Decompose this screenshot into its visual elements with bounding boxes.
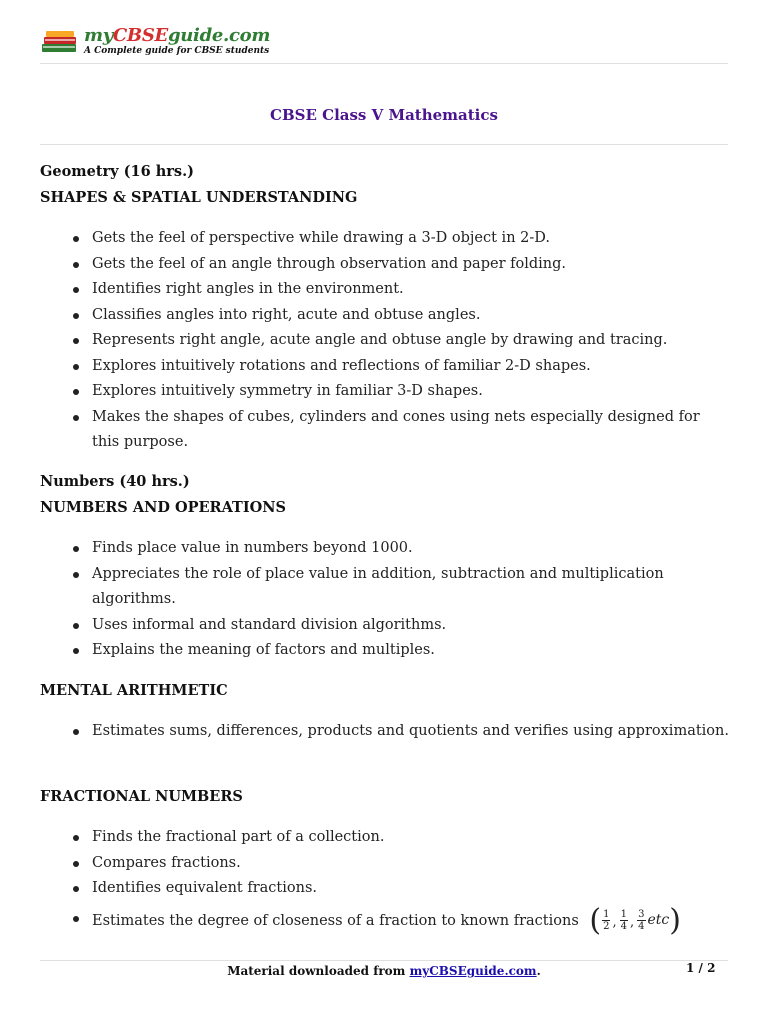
list-item-text: Estimates the degree of closeness of a fraction to known fractions [92, 912, 579, 929]
fraction-expression: ( $\frac{1}{2}$ , $\frac{1}{4}$ , $\frac{3}{4}$ etc ) [589, 902, 681, 938]
geometry-heading: Geometry (16 hrs.) [40, 163, 194, 180]
list-item: Gets the feel of an angle through observation and paper folding. [40, 252, 730, 278]
close-paren: ) [669, 902, 681, 938]
footer-divider [40, 960, 728, 961]
operations-subheading: NUMBERS AND OPERATIONS [40, 499, 286, 516]
fractional-list [40, 825, 730, 936]
page-header [40, 22, 730, 62]
fraction-three-quarters: $\frac{3}{4}$ [638, 909, 645, 932]
books-logo-icon [40, 28, 82, 54]
fraction-one-half: $\frac{1}{2}$ [603, 909, 610, 932]
list-item: Appreciates the role of place value in addition, subtraction and multiplication algorithms. [40, 562, 730, 613]
page-footer: Material downloaded from myCBSEguide.com. [227, 964, 541, 978]
numbers-heading: Numbers (40 hrs.) [40, 473, 190, 490]
numbers-list [40, 536, 730, 664]
list-item: Explores intuitively rotations and reflections of familiar 2-D shapes. [40, 354, 730, 380]
logo-tagline: A Complete guide for CBSE students [84, 46, 270, 56]
footer-link[interactable]: myCBSEguide.com [409, 964, 537, 978]
header-divider [40, 63, 728, 64]
list-item: Compares fractions. [40, 851, 730, 877]
shapes-subheading: SHAPES & SPATIAL UNDERSTANDING [40, 189, 358, 206]
list-item: Classifies angles into right, acute and obtuse angles. [40, 303, 730, 329]
geometry-list [40, 226, 730, 456]
list-item: Gets the feel of perspective while drawing a 3-D object in 2-D. [40, 226, 730, 252]
logo-wordmark[interactable]: myCBSEguide.com [84, 25, 271, 46]
list-item: Estimates sums, differences, products and quotients and verifies using approximation. [40, 719, 730, 745]
mental-list [40, 719, 730, 745]
list-item: Finds place value in numbers beyond 1000. [40, 536, 730, 562]
fraction-one-quarter: $\frac{1}{4}$ [620, 909, 627, 932]
list-item: Identifies equivalent fractions. [40, 876, 730, 902]
list-item: Explores intuitively symmetry in familiar 3-D shapes. [40, 379, 730, 405]
list-item [40, 902, 730, 938]
mental-arithmetic-heading: MENTAL ARITHMETIC [40, 682, 228, 699]
list-item: Identifies right angles in the environment. [40, 277, 730, 303]
list-item: Finds the fractional part of a collection. [40, 825, 730, 851]
list-item: Makes the shapes of cubes, cylinders and cones using nets especially designed for this purpose. [40, 405, 730, 456]
etc-text: etc [647, 911, 670, 928]
footer-text: Material downloaded from [227, 964, 410, 978]
page-title: CBSE Class V Mathematics [270, 106, 498, 124]
list-item: Explains the meaning of factors and multiples. [40, 638, 730, 664]
fractional-numbers-heading: FRACTIONAL NUMBERS [40, 788, 243, 805]
page-number: 1 / 2 [686, 961, 716, 975]
list-item: Represents right angle, acute angle and obtuse angle by drawing and tracing. [40, 328, 730, 354]
title-divider [40, 144, 728, 145]
open-paren: ( [589, 902, 602, 938]
list-item: Uses informal and standard division algorithms. [40, 613, 730, 639]
